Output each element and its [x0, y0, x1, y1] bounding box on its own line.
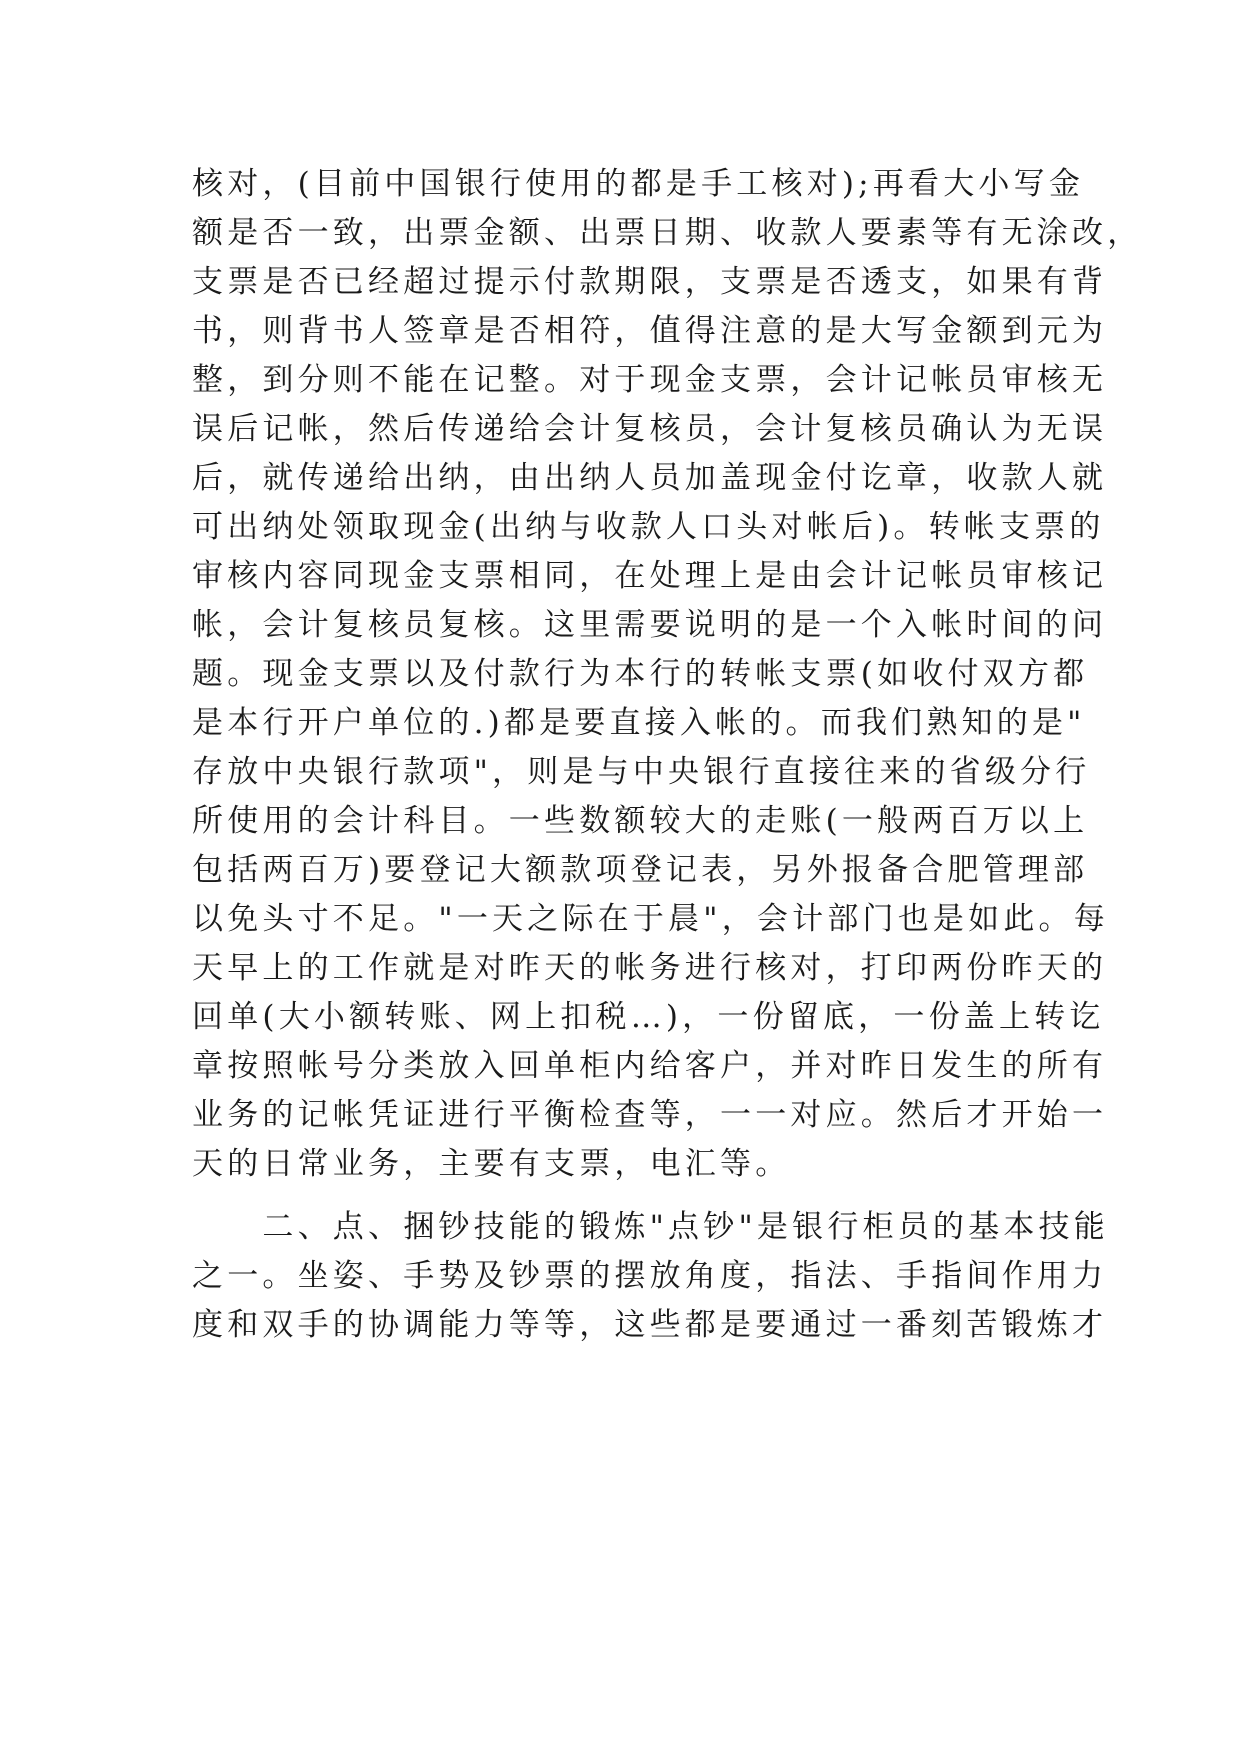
text-line: 误后记帐，然后传递给会计复核员，会计复核员确认为无误: [192, 411, 1108, 447]
text-line: 审核内容同现金支票相同，在处理上是由会计记帐员审核记: [192, 558, 1108, 594]
text-line: 书，则背书人签章是否相符，值得注意的是大写金额到元为: [192, 313, 1108, 349]
text-line: 核对，(目前中国银行使用的都是手工核对);再看大小写金: [192, 166, 1085, 202]
text-line: 业务的记帐凭证进行平衡检查等，一一对应。然后才开始一: [192, 1097, 1108, 1133]
text-line: 后，就传递给出纳，由出纳人员加盖现金付讫章，收款人就: [192, 460, 1108, 496]
text-line: 以免头寸不足。"一天之际在于晨"，会计部门也是如此。每: [192, 901, 1109, 937]
text-line: 支票是否已经超过提示付款期限，支票是否透支，如果有背: [192, 264, 1108, 300]
text-line: 天的日常业务，主要有支票，电汇等。: [192, 1146, 791, 1182]
text-line: 是本行开户单位的.)都是要直接入帐的。而我们熟知的是": [192, 705, 1086, 741]
paragraph-1: [192, 160, 1143, 1189]
text-line: 存放中央银行款项"，则是与中央银行直接往来的省级分行: [192, 754, 1091, 790]
paragraph-2: [192, 1203, 1109, 1350]
text-line: 帐，会计复核员复核。这里需要说明的是一个入帐时间的问: [192, 607, 1108, 643]
text-line: 度和双手的协调能力等等，这些都是要通过一番刻苦锻炼才: [192, 1307, 1108, 1343]
text-line: 可出纳处领取现金(出纳与收款人口头对帐后)。转帐支票的: [192, 509, 1105, 545]
document-body: [192, 160, 1143, 1350]
text-line: 之一。坐姿、手势及钞票的摆放角度，指法、手指间作用力: [192, 1258, 1108, 1294]
text-line: 回单(大小额转账、网上扣税…)，一份留底，一份盖上转讫: [192, 999, 1105, 1035]
text-line: 整，到分则不能在记整。对于现金支票，会计记帐员审核无: [192, 362, 1108, 398]
text-line: 所使用的会计科目。一些数额较大的走账(一般两百万以上: [192, 803, 1089, 839]
text-line: 额是否一致，出票金额、出票日期、收款人要素等有无涂改，: [192, 215, 1143, 251]
text-line: 二、点、捆钞技能的锻炼"点钞"是银行柜员的基本技能: [192, 1209, 1109, 1245]
text-line: 包括两百万)要登记大额款项登记表，另外报备合肥管理部: [192, 852, 1089, 888]
text-line: 章按照帐号分类放入回单柜内给客户，并对昨日发生的所有: [192, 1048, 1108, 1084]
text-line: 题。现金支票以及付款行为本行的转帐支票(如收付双方都: [192, 656, 1089, 692]
text-line: 天早上的工作就是对昨天的帐务进行核对，打印两份昨天的: [192, 950, 1108, 986]
